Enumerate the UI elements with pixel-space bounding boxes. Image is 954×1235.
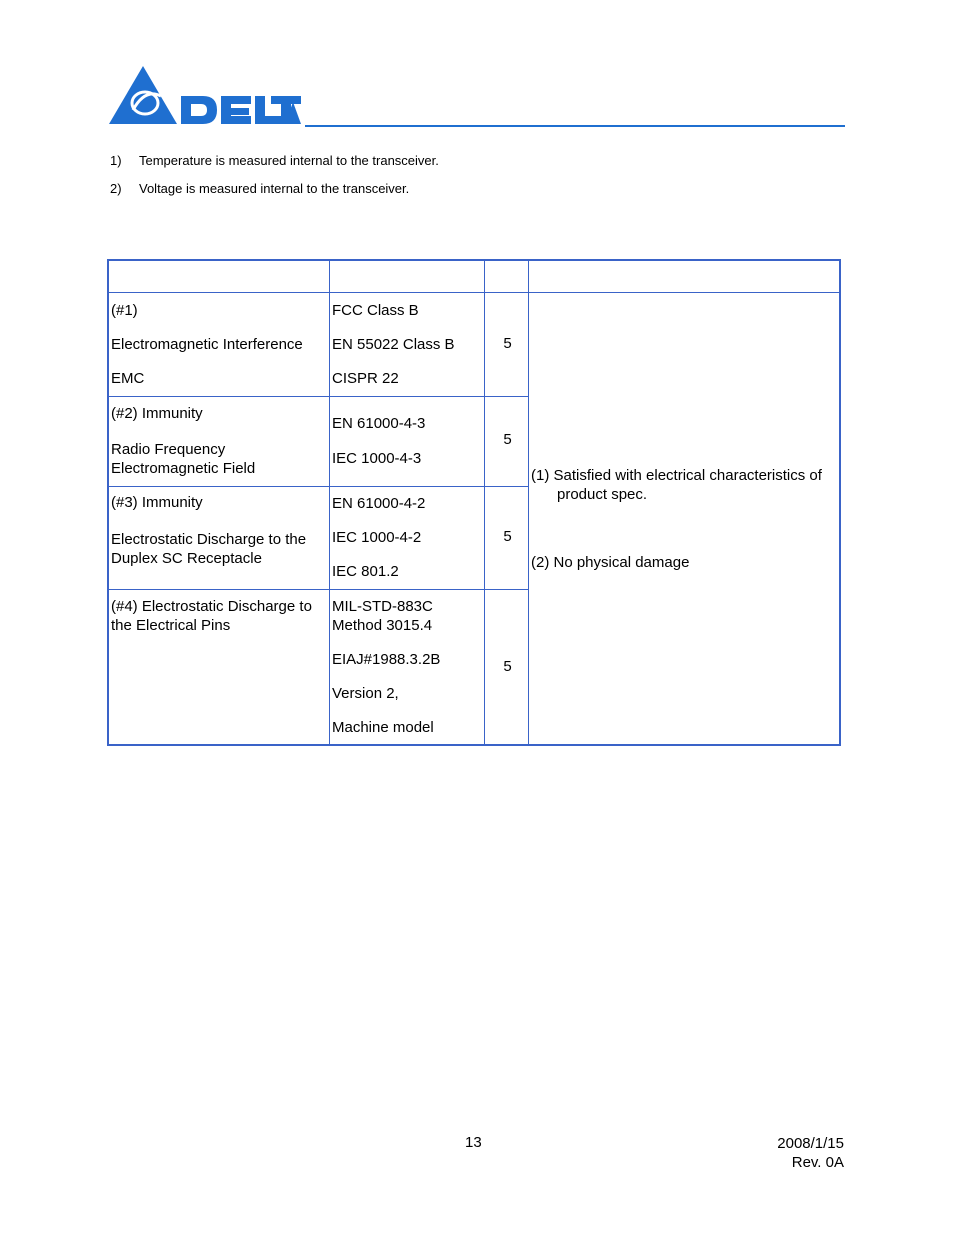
table-row-item [111, 597, 326, 635]
note-number: 1) [110, 153, 122, 168]
table-row-item [111, 404, 326, 478]
standard-line: CISPR 22 [332, 370, 399, 387]
standard-line: EN 55022 Class B [332, 336, 455, 353]
sample-qty: 5 [503, 528, 512, 545]
table-row-divider [109, 486, 528, 487]
notes-list [110, 153, 439, 209]
criteria-line: (2) No physical damage [531, 554, 690, 571]
table-header-divider [109, 292, 839, 293]
doc-date: 2008/1/15 [777, 1135, 844, 1152]
standard-line: EIAJ#1988.3.2B [332, 651, 441, 668]
item-line: (#1) [111, 302, 138, 319]
page-number: 13 [465, 1134, 482, 1151]
table-row-standard [332, 597, 452, 737]
table-row-standard [332, 414, 482, 468]
note-text: Temperature is measured internal to the transceiver. [139, 153, 439, 168]
table-row-standard [332, 301, 482, 388]
note-number: 2) [110, 181, 122, 196]
table-row-item [111, 493, 326, 568]
standard-line: Version 2, [332, 685, 399, 702]
standard-line: MIL-STD-883C Method 3015.4 [332, 598, 433, 634]
standard-line: EN 61000-4-3 [332, 415, 426, 432]
doc-revision: Rev. 0A [791, 1154, 844, 1171]
item-line: (#2) Immunity [111, 405, 203, 422]
table-row-item [111, 301, 326, 388]
note-item [110, 181, 439, 209]
table-row-divider [109, 589, 528, 590]
item-line: (#3) Immunity [111, 494, 203, 511]
table-divider [329, 261, 330, 744]
sample-qty: 5 [503, 335, 512, 352]
item-line: Radio Frequency Electromagnetic Field [111, 441, 256, 477]
item-line: Electrostatic Discharge to the Duplex SC Receptacle [111, 531, 307, 567]
note-text: Voltage is measured internal to the transceiver. [139, 181, 410, 196]
criteria-line: (1) Satisfied with electrical characteristics of product spec. [531, 467, 822, 503]
item-line: EMC [111, 370, 145, 387]
delta-logo [109, 66, 301, 128]
note-item [110, 153, 439, 181]
item-line: (#4) Electrostatic Discharge to the Electrical Pins [111, 598, 312, 634]
standard-line: Machine model [332, 719, 434, 736]
standard-line: IEC 1000-4-3 [332, 450, 422, 467]
emc-test-table [107, 259, 841, 746]
header-rule [305, 125, 845, 127]
table-divider [484, 261, 485, 744]
pass-criteria [531, 466, 839, 572]
footer-revision-block [777, 1134, 844, 1172]
standard-line: IEC 801.2 [332, 563, 399, 580]
standard-line: IEC 1000-4-2 [332, 529, 422, 546]
sample-qty: 5 [503, 431, 512, 448]
table-row-divider [109, 396, 528, 397]
table-row-standard [332, 494, 482, 581]
item-line: Electromagnetic Interference [111, 336, 303, 353]
sample-qty: 5 [503, 658, 512, 675]
standard-line: EN 61000-4-2 [332, 495, 426, 512]
standard-line: FCC Class B [332, 302, 419, 319]
